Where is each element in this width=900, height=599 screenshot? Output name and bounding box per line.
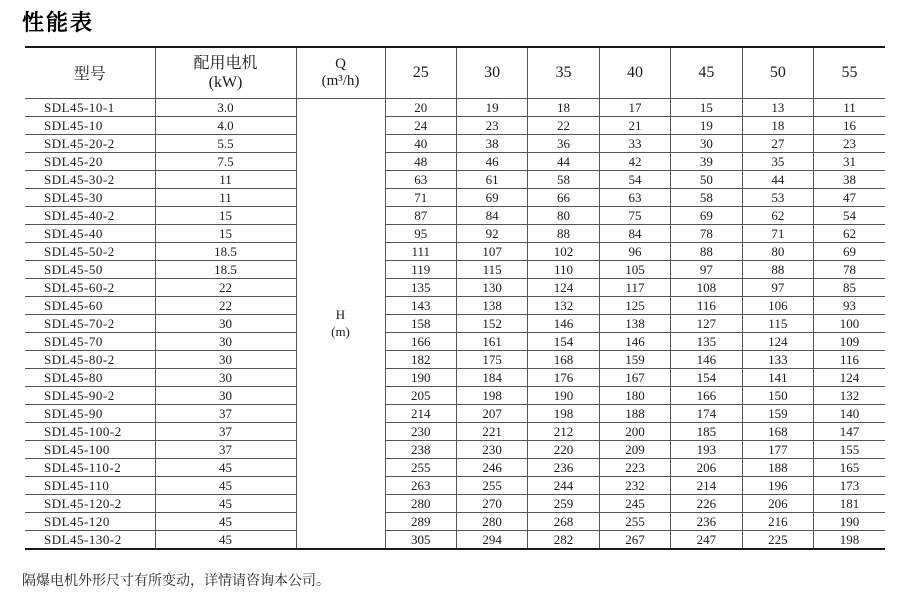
head-value-cell: 138 [599, 314, 670, 332]
head-value-cell: 85 [814, 278, 885, 296]
head-value-cell: 46 [456, 152, 527, 170]
flow-value-header: 30 [456, 47, 527, 98]
head-value-cell: 159 [599, 350, 670, 368]
model-cell: SDL45-130-2 [25, 530, 155, 549]
model-cell: SDL45-60 [25, 296, 155, 314]
head-value-cell: 225 [742, 530, 813, 549]
head-value-cell: 127 [671, 314, 742, 332]
motor-power-cell: 45 [155, 494, 296, 512]
head-value-cell: 154 [528, 332, 599, 350]
head-value-cell: 181 [814, 494, 885, 512]
motor-power-cell: 45 [155, 476, 296, 494]
motor-power-cell: 45 [155, 512, 296, 530]
head-value-cell: 155 [814, 440, 885, 458]
head-value-cell: 190 [814, 512, 885, 530]
head-value-cell: 100 [814, 314, 885, 332]
head-value-cell: 259 [528, 494, 599, 512]
head-value-cell: 245 [599, 494, 670, 512]
head-value-cell: 226 [671, 494, 742, 512]
head-value-cell: 38 [814, 170, 885, 188]
head-value-cell: 88 [742, 260, 813, 278]
motor-power-cell: 30 [155, 368, 296, 386]
head-value-cell: 166 [385, 332, 456, 350]
flow-value-header: 50 [742, 47, 813, 98]
head-value-cell: 69 [456, 188, 527, 206]
head-value-cell: 141 [742, 368, 813, 386]
head-value-cell: 58 [671, 188, 742, 206]
head-value-cell: 212 [528, 422, 599, 440]
head-value-cell: 62 [814, 224, 885, 242]
head-value-cell: 40 [385, 134, 456, 152]
head-value-cell: 95 [385, 224, 456, 242]
motor-power-cell: 4.0 [155, 116, 296, 134]
head-value-cell: 146 [528, 314, 599, 332]
model-cell: SDL45-50 [25, 260, 155, 278]
table-row [25, 440, 885, 458]
head-value-cell: 150 [742, 386, 813, 404]
head-value-cell: 198 [814, 530, 885, 549]
head-value-cell: 66 [528, 188, 599, 206]
model-cell: SDL45-30-2 [25, 170, 155, 188]
head-value-cell: 30 [671, 134, 742, 152]
head-value-cell: 246 [456, 458, 527, 476]
head-value-cell: 78 [814, 260, 885, 278]
head-value-cell: 116 [814, 350, 885, 368]
head-value-cell: 44 [528, 152, 599, 170]
motor-power-cell: 15 [155, 224, 296, 242]
head-value-cell: 115 [456, 260, 527, 278]
model-cell: SDL45-40-2 [25, 206, 155, 224]
head-value-cell: 130 [456, 278, 527, 296]
motor-power-cell: 7.5 [155, 152, 296, 170]
head-value-cell: 132 [814, 386, 885, 404]
head-value-cell: 214 [385, 404, 456, 422]
page-title: 性能表 [22, 10, 95, 35]
head-value-cell: 111 [385, 242, 456, 260]
head-value-cell: 267 [599, 530, 670, 549]
table-row [25, 422, 885, 440]
head-value-cell: 71 [385, 188, 456, 206]
head-value-cell: 147 [814, 422, 885, 440]
head-value-cell: 84 [456, 206, 527, 224]
motor-power-cell: 30 [155, 314, 296, 332]
head-value-cell: 280 [385, 494, 456, 512]
table-row [25, 530, 885, 549]
model-cell: SDL45-80 [25, 368, 155, 386]
head-value-cell: 108 [671, 278, 742, 296]
head-value-cell: 18 [742, 116, 813, 134]
model-cell: SDL45-100 [25, 440, 155, 458]
motor-power-cell: 15 [155, 206, 296, 224]
model-cell: SDL45-60-2 [25, 278, 155, 296]
flow-value-header: 55 [814, 47, 885, 98]
head-value-cell: 96 [599, 242, 670, 260]
flow-header-symbol: Q [335, 55, 346, 72]
head-value-cell: 263 [385, 476, 456, 494]
head-value-cell: 61 [456, 170, 527, 188]
model-cell: SDL45-30 [25, 188, 155, 206]
table-row [25, 476, 885, 494]
table-row [25, 152, 885, 170]
motor-power-cell: 30 [155, 350, 296, 368]
head-value-cell: 35 [742, 152, 813, 170]
head-value-cell: 294 [456, 530, 527, 549]
head-value-cell: 154 [671, 368, 742, 386]
head-value-cell: 78 [671, 224, 742, 242]
head-value-cell: 24 [385, 116, 456, 134]
table-row [25, 188, 885, 206]
motor-power-cell: 30 [155, 332, 296, 350]
head-value-cell: 166 [671, 386, 742, 404]
head-value-cell: 167 [599, 368, 670, 386]
motor-column-header [155, 47, 296, 98]
model-cell: SDL45-120-2 [25, 494, 155, 512]
head-value-cell: 75 [599, 206, 670, 224]
table-row [25, 242, 885, 260]
head-value-cell: 174 [671, 404, 742, 422]
head-value-cell: 110 [528, 260, 599, 278]
head-value-cell: 47 [814, 188, 885, 206]
flow-header-unit: (m³/h) [321, 72, 360, 89]
head-value-cell: 207 [456, 404, 527, 422]
head-value-cell: 230 [385, 422, 456, 440]
table-row [25, 512, 885, 530]
head-value-cell: 115 [742, 314, 813, 332]
model-cell: SDL45-70-2 [25, 314, 155, 332]
table-row [25, 296, 885, 314]
head-value-cell: 159 [742, 404, 813, 422]
head-value-cell: 152 [456, 314, 527, 332]
motor-power-cell: 5.5 [155, 134, 296, 152]
table-row [25, 116, 885, 134]
head-value-cell: 62 [742, 206, 813, 224]
motor-power-cell: 11 [155, 188, 296, 206]
head-value-cell: 15 [671, 98, 742, 116]
head-symbol: H [335, 307, 346, 322]
motor-power-cell: 37 [155, 404, 296, 422]
motor-power-cell: 22 [155, 278, 296, 296]
table-row [25, 170, 885, 188]
head-value-cell: 205 [385, 386, 456, 404]
head-value-cell: 161 [456, 332, 527, 350]
head-value-cell: 36 [528, 134, 599, 152]
head-value-cell: 305 [385, 530, 456, 549]
head-value-cell: 80 [742, 242, 813, 260]
model-cell: SDL45-20 [25, 152, 155, 170]
head-value-cell: 206 [742, 494, 813, 512]
head-value-cell: 143 [385, 296, 456, 314]
table-body [25, 98, 885, 549]
head-value-cell: 27 [742, 134, 813, 152]
head-value-cell: 17 [599, 98, 670, 116]
head-value-cell: 200 [599, 422, 670, 440]
head-value-cell: 188 [599, 404, 670, 422]
head-value-cell: 124 [528, 278, 599, 296]
motor-power-cell: 30 [155, 386, 296, 404]
table-row [25, 350, 885, 368]
model-cell: SDL45-70 [25, 332, 155, 350]
head-value-cell: 232 [599, 476, 670, 494]
model-cell: SDL45-110 [25, 476, 155, 494]
head-value-cell: 168 [742, 422, 813, 440]
model-column-header: 型号 [25, 47, 155, 98]
head-value-cell: 135 [385, 278, 456, 296]
head-value-cell: 23 [456, 116, 527, 134]
model-cell: SDL45-10 [25, 116, 155, 134]
table-row [25, 386, 885, 404]
head-value-cell: 184 [456, 368, 527, 386]
head-value-cell: 18 [528, 98, 599, 116]
head-value-cell: 168 [528, 350, 599, 368]
head-value-cell: 214 [671, 476, 742, 494]
head-value-cell: 63 [599, 188, 670, 206]
head-value-cell: 125 [599, 296, 670, 314]
head-value-cell: 132 [528, 296, 599, 314]
motor-header-label: 配用电机 [193, 54, 258, 72]
head-value-cell: 206 [671, 458, 742, 476]
head-value-cell: 223 [599, 458, 670, 476]
motor-power-cell: 18.5 [155, 260, 296, 278]
head-value-cell: 80 [528, 206, 599, 224]
head-value-cell: 165 [814, 458, 885, 476]
model-cell: SDL45-90 [25, 404, 155, 422]
head-value-cell: 11 [814, 98, 885, 116]
model-cell: SDL45-20-2 [25, 134, 155, 152]
motor-power-cell: 18.5 [155, 242, 296, 260]
motor-power-cell: 22 [155, 296, 296, 314]
head-value-cell: 177 [742, 440, 813, 458]
table-row [25, 314, 885, 332]
head-value-cell: 216 [742, 512, 813, 530]
head-value-cell: 107 [456, 242, 527, 260]
head-value-cell: 220 [528, 440, 599, 458]
head-value-cell: 282 [528, 530, 599, 549]
head-value-cell: 124 [742, 332, 813, 350]
flow-value-header: 45 [671, 47, 742, 98]
head-value-cell: 182 [385, 350, 456, 368]
head-value-cell: 53 [742, 188, 813, 206]
head-value-cell: 50 [671, 170, 742, 188]
head-value-cell: 88 [528, 224, 599, 242]
head-value-cell: 176 [528, 368, 599, 386]
head-value-cell: 71 [742, 224, 813, 242]
head-value-cell: 54 [599, 170, 670, 188]
head-unit: (m) [331, 324, 350, 339]
head-value-cell: 280 [456, 512, 527, 530]
head-value-cell: 105 [599, 260, 670, 278]
head-value-cell: 92 [456, 224, 527, 242]
head-value-cell: 198 [456, 386, 527, 404]
head-value-cell: 185 [671, 422, 742, 440]
head-value-cell: 196 [742, 476, 813, 494]
head-value-cell: 58 [528, 170, 599, 188]
head-value-cell: 33 [599, 134, 670, 152]
performance-table [25, 46, 885, 550]
head-value-cell: 39 [671, 152, 742, 170]
model-cell: SDL45-120 [25, 512, 155, 530]
model-cell: SDL45-80-2 [25, 350, 155, 368]
head-value-cell: 158 [385, 314, 456, 332]
head-value-cell: 93 [814, 296, 885, 314]
head-value-cell: 138 [456, 296, 527, 314]
motor-power-cell: 3.0 [155, 98, 296, 116]
head-value-cell: 19 [671, 116, 742, 134]
motor-header-unit: (kW) [208, 73, 243, 91]
head-value-cell: 54 [814, 206, 885, 224]
table-row [25, 332, 885, 350]
motor-power-cell: 45 [155, 530, 296, 549]
table-row [25, 458, 885, 476]
head-value-cell: 22 [528, 116, 599, 134]
head-value-cell: 236 [528, 458, 599, 476]
table-row [25, 494, 885, 512]
head-value-cell: 221 [456, 422, 527, 440]
head-value-cell: 255 [456, 476, 527, 494]
head-value-cell: 140 [814, 404, 885, 422]
head-value-cell: 180 [599, 386, 670, 404]
motor-power-cell: 37 [155, 440, 296, 458]
model-cell: SDL45-100-2 [25, 422, 155, 440]
table-row [25, 224, 885, 242]
head-value-cell: 97 [671, 260, 742, 278]
head-value-cell: 146 [599, 332, 670, 350]
head-value-cell: 44 [742, 170, 813, 188]
head-value-cell: 102 [528, 242, 599, 260]
model-cell: SDL45-40 [25, 224, 155, 242]
head-value-cell: 109 [814, 332, 885, 350]
flow-value-header: 35 [528, 47, 599, 98]
head-value-cell: 124 [814, 368, 885, 386]
head-value-cell: 88 [671, 242, 742, 260]
head-value-cell: 69 [671, 206, 742, 224]
table-header [25, 47, 885, 98]
head-value-cell: 238 [385, 440, 456, 458]
model-cell: SDL45-10-1 [25, 98, 155, 116]
head-value-cell: 38 [456, 134, 527, 152]
head-value-cell: 19 [456, 98, 527, 116]
table-row [25, 368, 885, 386]
model-cell: SDL45-90-2 [25, 386, 155, 404]
head-value-cell: 190 [385, 368, 456, 386]
head-value-cell: 244 [528, 476, 599, 494]
head-value-cell: 63 [385, 170, 456, 188]
head-value-cell: 87 [385, 206, 456, 224]
head-value-cell: 146 [671, 350, 742, 368]
head-value-cell: 193 [671, 440, 742, 458]
table-row [25, 404, 885, 422]
head-value-cell: 255 [599, 512, 670, 530]
head-value-cell: 97 [742, 278, 813, 296]
head-value-cell: 119 [385, 260, 456, 278]
head-value-cell: 255 [385, 458, 456, 476]
flow-value-header: 25 [385, 47, 456, 98]
table-row [25, 278, 885, 296]
head-value-cell: 42 [599, 152, 670, 170]
motor-power-cell: 37 [155, 422, 296, 440]
head-value-cell: 31 [814, 152, 885, 170]
head-value-cell: 48 [385, 152, 456, 170]
head-value-cell: 188 [742, 458, 813, 476]
head-value-cell: 16 [814, 116, 885, 134]
head-value-cell: 198 [528, 404, 599, 422]
table-row [25, 260, 885, 278]
flow-column-header [296, 47, 385, 98]
table-row [25, 134, 885, 152]
head-value-cell: 209 [599, 440, 670, 458]
head-value-cell: 21 [599, 116, 670, 134]
head-value-cell: 20 [385, 98, 456, 116]
model-cell: SDL45-110-2 [25, 458, 155, 476]
head-value-cell: 247 [671, 530, 742, 549]
head-value-cell: 117 [599, 278, 670, 296]
head-value-cell: 236 [671, 512, 742, 530]
table-row [25, 206, 885, 224]
head-value-cell: 133 [742, 350, 813, 368]
flow-value-header: 40 [599, 47, 670, 98]
head-value-cell: 190 [528, 386, 599, 404]
head-value-cell: 23 [814, 134, 885, 152]
head-value-cell: 270 [456, 494, 527, 512]
footnote: 隔爆电机外形尺寸有所变动，详情请咨询本公司。 [22, 574, 330, 589]
head-value-cell: 13 [742, 98, 813, 116]
head-value-cell: 116 [671, 296, 742, 314]
model-cell: SDL45-50-2 [25, 242, 155, 260]
head-value-cell: 175 [456, 350, 527, 368]
table-row [25, 98, 885, 116]
head-unit-cell [296, 98, 385, 549]
header-row [25, 47, 885, 98]
motor-power-cell: 45 [155, 458, 296, 476]
head-value-cell: 230 [456, 440, 527, 458]
head-value-cell: 69 [814, 242, 885, 260]
head-value-cell: 268 [528, 512, 599, 530]
head-value-cell: 84 [599, 224, 670, 242]
head-value-cell: 289 [385, 512, 456, 530]
motor-power-cell: 11 [155, 170, 296, 188]
head-value-cell: 135 [671, 332, 742, 350]
head-value-cell: 173 [814, 476, 885, 494]
head-value-cell: 106 [742, 296, 813, 314]
